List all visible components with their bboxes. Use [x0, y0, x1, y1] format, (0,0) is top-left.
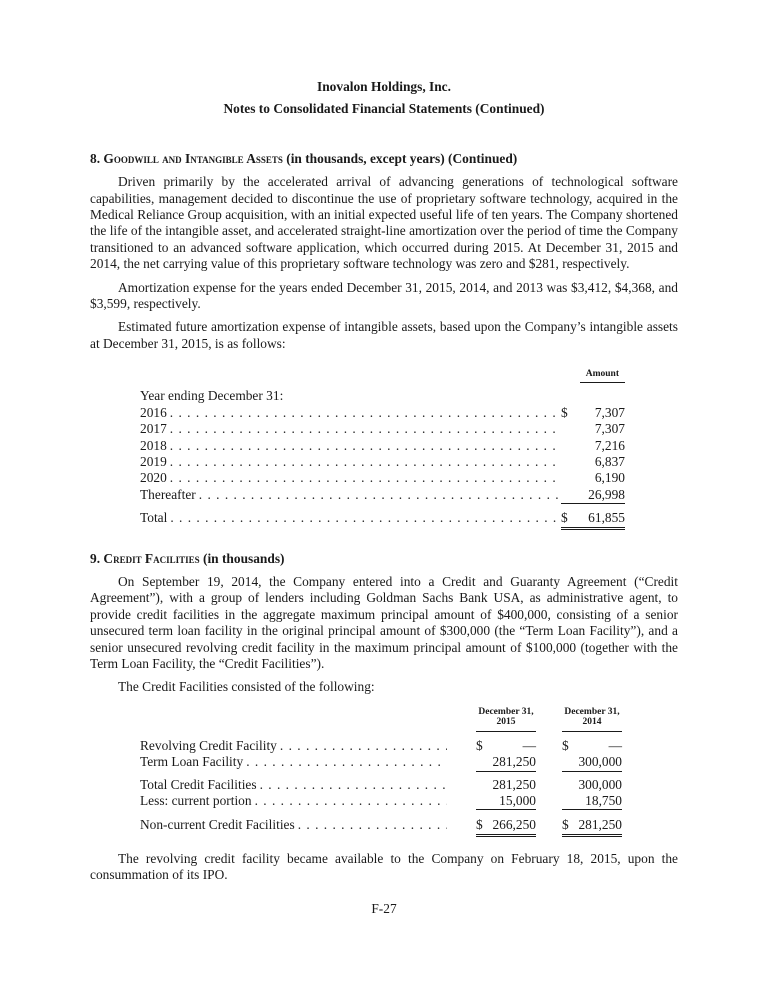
section-9-suffix: (in thousands): [203, 550, 285, 566]
section-8-number: 8.: [90, 150, 101, 166]
row-amount: [561, 487, 625, 504]
dot-leader: [255, 793, 447, 809]
value-2015: [476, 817, 536, 836]
dot-leader: [246, 754, 447, 770]
company-name: Inovalon Holdings, Inc.: [317, 79, 451, 94]
amount-value: 7,216: [594, 437, 625, 453]
section-9-paragraph-3: The revolving credit facility became available to the Company on February 18, 2015, upon the consummation of its IPO.: [90, 850, 678, 883]
row-label: 2016: [140, 404, 167, 420]
section-9-title: Credit Facilities: [103, 550, 200, 566]
amount-value: 15,000: [499, 793, 536, 808]
amount-value: 300,000: [578, 776, 622, 792]
credit-facilities-table: [140, 707, 622, 837]
table-total-row: [140, 817, 622, 836]
amount-value: 281,250: [578, 817, 622, 833]
currency-symbol: $: [476, 817, 483, 833]
dot-leader: [170, 510, 558, 526]
amount-value: 281,250: [492, 754, 536, 770]
currency-symbol: $: [476, 737, 483, 753]
dot-leader: [199, 487, 558, 503]
table-row: [140, 454, 625, 470]
row-label: 2019: [140, 453, 167, 469]
amount-value: —: [608, 737, 622, 753]
section-9-paragraph-2: The Credit Facilities consisted of the following:: [118, 679, 375, 695]
dot-leader: [298, 817, 447, 833]
amortization-table: [140, 364, 625, 529]
amount-value: 61,855: [588, 510, 625, 526]
row-label: Thereafter: [140, 486, 196, 502]
value-2014: [562, 793, 622, 810]
value-2015: [476, 754, 536, 771]
section-8-paragraph-1: Driven primarily by the accelerated arrival of advancing generations of technological software capabilities, management decided to discontinue the use of proprietary software technology, acquired in the Medical Reliance Group acquisition, with an initial expected useful life of ten years. The Company shortened the life of the intangible asset, and accelerated straight-line amortization over the period of time the Company transitioned to an advanced software application, which occurred during 2015. At December 31, 2015 and 2014, the net carrying value of this proprietary software technology was zero and $281, respectively.: [90, 174, 678, 272]
value-2014: [562, 817, 622, 836]
amount-value: 281,250: [492, 776, 536, 792]
value-2015: [476, 738, 536, 754]
table-row: [140, 754, 622, 771]
amount-value: 26,998: [588, 486, 625, 502]
amount-column-header: Amount: [580, 369, 625, 383]
currency-symbol: $: [562, 817, 569, 833]
total-label: Total: [140, 510, 168, 526]
document-header: [90, 79, 678, 118]
row-amount: [561, 405, 625, 421]
credit-table-header-row: [140, 707, 622, 732]
section-9-number: 9.: [90, 550, 101, 566]
amount-value: 18,750: [585, 793, 622, 808]
table-total-row: [140, 510, 625, 529]
amount-value: 266,250: [492, 817, 536, 833]
amortization-table-header-row: [140, 364, 625, 383]
value-2014: [562, 738, 622, 754]
section-9-heading: [90, 551, 678, 567]
column-header-2015-line1: December 31,: [478, 706, 534, 717]
section-8-title: Goodwill and Intangible Assets: [103, 150, 283, 166]
table-intro-row: [140, 388, 625, 404]
table-row: [140, 405, 625, 421]
amount-value: 7,307: [594, 404, 625, 420]
total-amount: [561, 510, 625, 529]
dot-leader: [170, 438, 558, 454]
row-amount: [561, 421, 625, 437]
row-label: 2020: [140, 470, 167, 486]
table-row: [140, 438, 625, 454]
page-number: F-27: [371, 901, 397, 916]
row-amount: [561, 438, 625, 454]
dot-leader: [260, 777, 447, 793]
row-label: 2018: [140, 437, 167, 453]
table-row: [140, 421, 625, 437]
amount-value: 6,190: [594, 470, 625, 486]
section-8-heading: [90, 151, 678, 167]
section-8-paragraph-2: Amortization expense for the years ended December 31, 2015, 2014, and 2013 was $3,412, $4,368, and $3,599, respectively.: [90, 279, 678, 312]
section-8-paragraph-3: Estimated future amortization expense of intangible assets, based upon the Company’s intangible assets at December 31, 2015, is as follows:: [90, 319, 678, 351]
dot-leader: [170, 421, 558, 437]
row-label: Non-current Credit Facilities: [140, 817, 295, 833]
row-amount: [561, 470, 625, 486]
amount-value: 6,837: [594, 453, 625, 469]
row-label: Revolving Credit Facility: [140, 737, 277, 753]
currency-symbol: $: [562, 737, 569, 753]
row-label: 2017: [140, 421, 167, 437]
amount-value: 300,000: [578, 754, 622, 770]
value-2014: [562, 754, 622, 771]
section-9-paragraph-1: On September 19, 2014, the Company entered into a Credit and Guaranty Agreement (“Credit Agreement”), with a group of lenders including Goldman Sachs Bank USA, as administrative agent, to provide credit facilities in the aggregate maximum principal amount of $400,000, consisting of a senior unsecured term loan facility in the original principal amount of $300,000 (the “Term Loan Facility”), and a senior unsecured revolving credit facility in the maximum principal amount of $100,000 (together with the Term Loan Facility, the “Credit Facilities”).: [90, 573, 678, 671]
column-header-2015: [476, 707, 536, 732]
row-label: Total Credit Facilities: [140, 776, 257, 792]
currency-symbol: $: [561, 404, 568, 420]
value-2015: [476, 793, 536, 810]
table-row: [140, 487, 625, 504]
table-row: [140, 470, 625, 486]
dot-leader: [280, 738, 447, 754]
row-label: Term Loan Facility: [140, 754, 244, 770]
section-8-suffix: (in thousands, except years) (Continued): [286, 150, 518, 166]
column-header-2015-line2: 2015: [496, 717, 516, 728]
row-amount: [561, 454, 625, 470]
dot-leader: [170, 470, 558, 486]
value-2015: [476, 777, 536, 793]
value-2014: [562, 777, 622, 793]
table-row: [140, 793, 622, 810]
currency-symbol: $: [561, 510, 568, 526]
dot-leader: [170, 454, 558, 470]
table-row: [140, 738, 622, 754]
column-header-2014-line2: 2014: [582, 717, 602, 728]
document-subtitle: Notes to Consolidated Financial Statements (Continued): [223, 101, 545, 117]
row-label: Less: current portion: [140, 793, 252, 808]
intro-label: Year ending December 31:: [140, 388, 284, 404]
amount-value: 7,307: [594, 421, 625, 437]
column-header-2014-line1: December 31,: [564, 706, 620, 717]
column-header-2014: [562, 707, 622, 732]
dot-leader: [170, 405, 558, 421]
table-row: [140, 777, 622, 793]
amount-value: —: [522, 737, 536, 753]
